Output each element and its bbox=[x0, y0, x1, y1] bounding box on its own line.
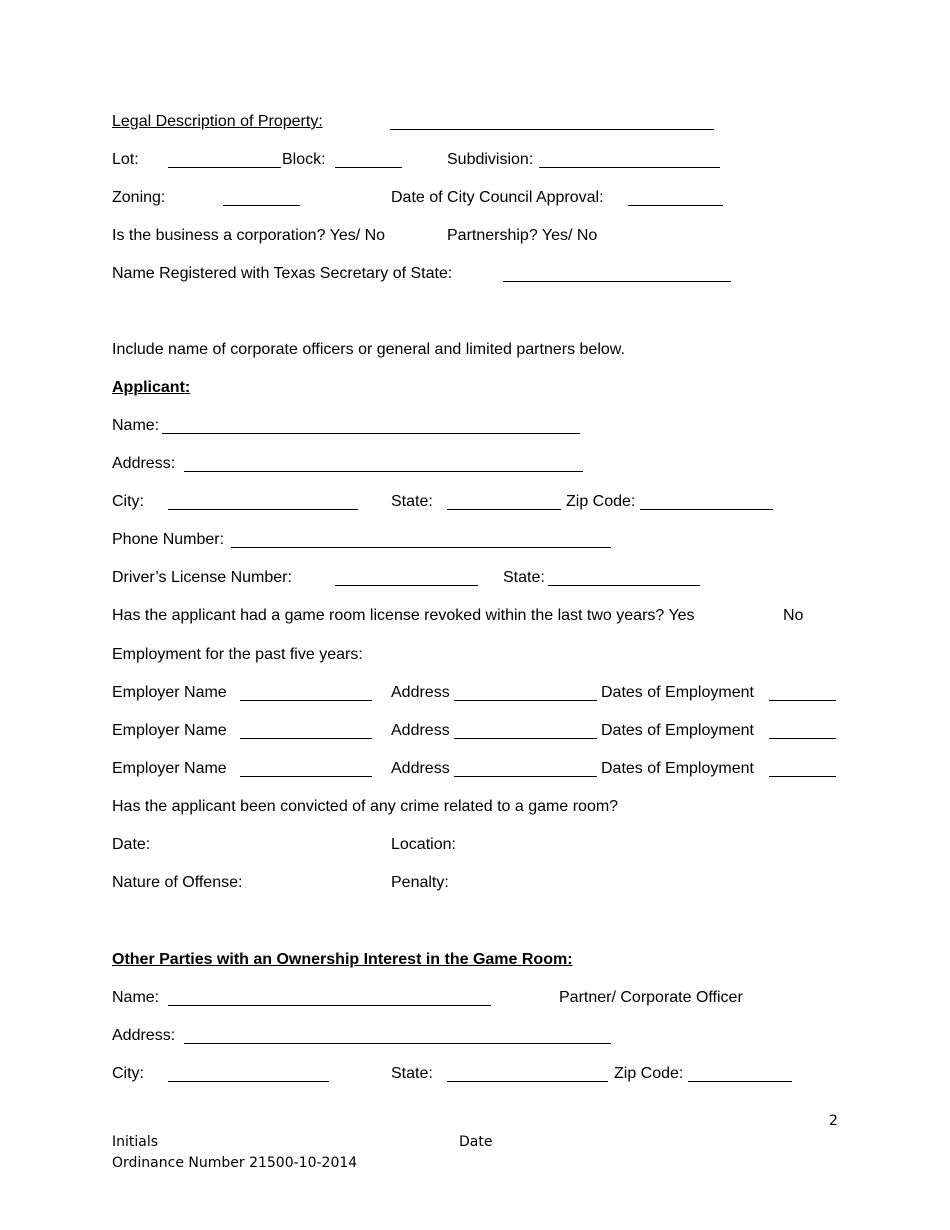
employment-dates-label: Dates of Employment bbox=[601, 760, 754, 777]
employment-label: Employment for the past five years: bbox=[112, 646, 363, 663]
applicant-address-label: Address: bbox=[112, 455, 176, 472]
applicant-address-field[interactable] bbox=[184, 471, 583, 472]
subdivision-field[interactable] bbox=[539, 167, 720, 168]
page-number: 2 bbox=[829, 1113, 838, 1129]
zoning-label: Zoning: bbox=[112, 189, 166, 206]
penalty-label: Penalty: bbox=[391, 874, 449, 891]
ordinance-number: Ordinance Number 21500-10-2014 bbox=[112, 1155, 358, 1171]
applicant-zip-field[interactable] bbox=[640, 509, 773, 510]
registered-name-field[interactable] bbox=[503, 281, 731, 282]
employer-name-label: Employer Name bbox=[112, 684, 227, 701]
other-party-role-label: Partner/ Corporate Officer bbox=[559, 989, 743, 1006]
license-state-field[interactable] bbox=[548, 585, 700, 586]
employment-dates-label: Dates of Employment bbox=[601, 684, 754, 701]
employer-address-field[interactable] bbox=[454, 738, 597, 739]
applicant-phone-label: Phone Number: bbox=[112, 531, 225, 548]
council-approval-field[interactable] bbox=[628, 205, 723, 206]
block-field[interactable] bbox=[335, 167, 402, 168]
block-label: Block: bbox=[282, 151, 326, 168]
license-state-label: State: bbox=[503, 569, 545, 586]
lot-field[interactable] bbox=[168, 167, 281, 168]
employment-dates-field[interactable] bbox=[769, 700, 836, 701]
employment-dates-field[interactable] bbox=[769, 776, 836, 777]
registered-name-label: Name Registered with Texas Secretary of State: bbox=[112, 265, 453, 282]
employer-address-field[interactable] bbox=[454, 776, 597, 777]
council-approval-label: Date of City Council Approval: bbox=[391, 189, 604, 206]
employment-dates-label: Dates of Employment bbox=[601, 722, 754, 739]
other-party-state-field[interactable] bbox=[447, 1081, 608, 1082]
legal-description-field[interactable] bbox=[390, 129, 714, 130]
other-party-name-label: Name: bbox=[112, 989, 160, 1006]
applicant-state-field[interactable] bbox=[447, 509, 561, 510]
employer-address-label: Address bbox=[391, 684, 450, 701]
employer-name-label: Employer Name bbox=[112, 760, 227, 777]
applicant-name-field[interactable] bbox=[162, 433, 580, 434]
employment-dates-field[interactable] bbox=[769, 738, 836, 739]
footer-date-label: Date bbox=[459, 1134, 493, 1150]
applicant-heading: Applicant: bbox=[112, 379, 191, 396]
other-parties-heading: Other Parties with an Ownership Interest in the Game Room: bbox=[112, 951, 573, 968]
other-party-zip-label: Zip Code: bbox=[614, 1065, 684, 1082]
other-party-state-label: State: bbox=[391, 1065, 433, 1082]
revoked-no-option: No bbox=[783, 607, 804, 624]
other-party-name-field[interactable] bbox=[168, 1005, 491, 1006]
applicant-state-label: State: bbox=[391, 493, 433, 510]
legal-description-label: Legal Description of Property: bbox=[112, 113, 323, 130]
crime-question: Has the applicant been convicted of any crime related to a game room? bbox=[112, 798, 619, 815]
drivers-license-label: Driver’s License Number: bbox=[112, 569, 292, 586]
other-party-address-label: Address: bbox=[112, 1027, 176, 1044]
other-party-city-label: City: bbox=[112, 1065, 144, 1082]
applicant-phone-field[interactable] bbox=[231, 547, 611, 548]
employer-address-field[interactable] bbox=[454, 700, 597, 701]
employer-name-field[interactable] bbox=[240, 776, 372, 777]
offense-nature-label: Nature of Offense: bbox=[112, 874, 243, 891]
employer-address-label: Address bbox=[391, 722, 450, 739]
subdivision-label: Subdivision: bbox=[447, 151, 534, 168]
revoked-question: Has the applicant had a game room license revoked within the last two years? Yes bbox=[112, 607, 695, 624]
employer-name-field[interactable] bbox=[240, 700, 372, 701]
applicant-zip-label: Zip Code: bbox=[566, 493, 636, 510]
applicant-name-label: Name: bbox=[112, 417, 160, 434]
applicant-city-field[interactable] bbox=[168, 509, 358, 510]
applicant-city-label: City: bbox=[112, 493, 144, 510]
drivers-license-field[interactable] bbox=[335, 585, 478, 586]
other-party-address-field[interactable] bbox=[184, 1043, 611, 1044]
corporation-question: Is the business a corporation? Yes/ No bbox=[112, 227, 386, 244]
partnership-question: Partnership? Yes/ No bbox=[447, 227, 598, 244]
zoning-field[interactable] bbox=[223, 205, 300, 206]
employer-name-field[interactable] bbox=[240, 738, 372, 739]
other-party-city-field[interactable] bbox=[168, 1081, 329, 1082]
offense-location-label: Location: bbox=[391, 836, 456, 853]
employer-address-label: Address bbox=[391, 760, 450, 777]
initials-label: Initials bbox=[112, 1134, 159, 1150]
instructions-text: Include name of corporate officers or general and limited partners below. bbox=[112, 341, 625, 358]
employer-name-label: Employer Name bbox=[112, 722, 227, 739]
offense-date-label: Date: bbox=[112, 836, 151, 853]
other-party-zip-field[interactable] bbox=[688, 1081, 792, 1082]
lot-label: Lot: bbox=[112, 151, 139, 168]
